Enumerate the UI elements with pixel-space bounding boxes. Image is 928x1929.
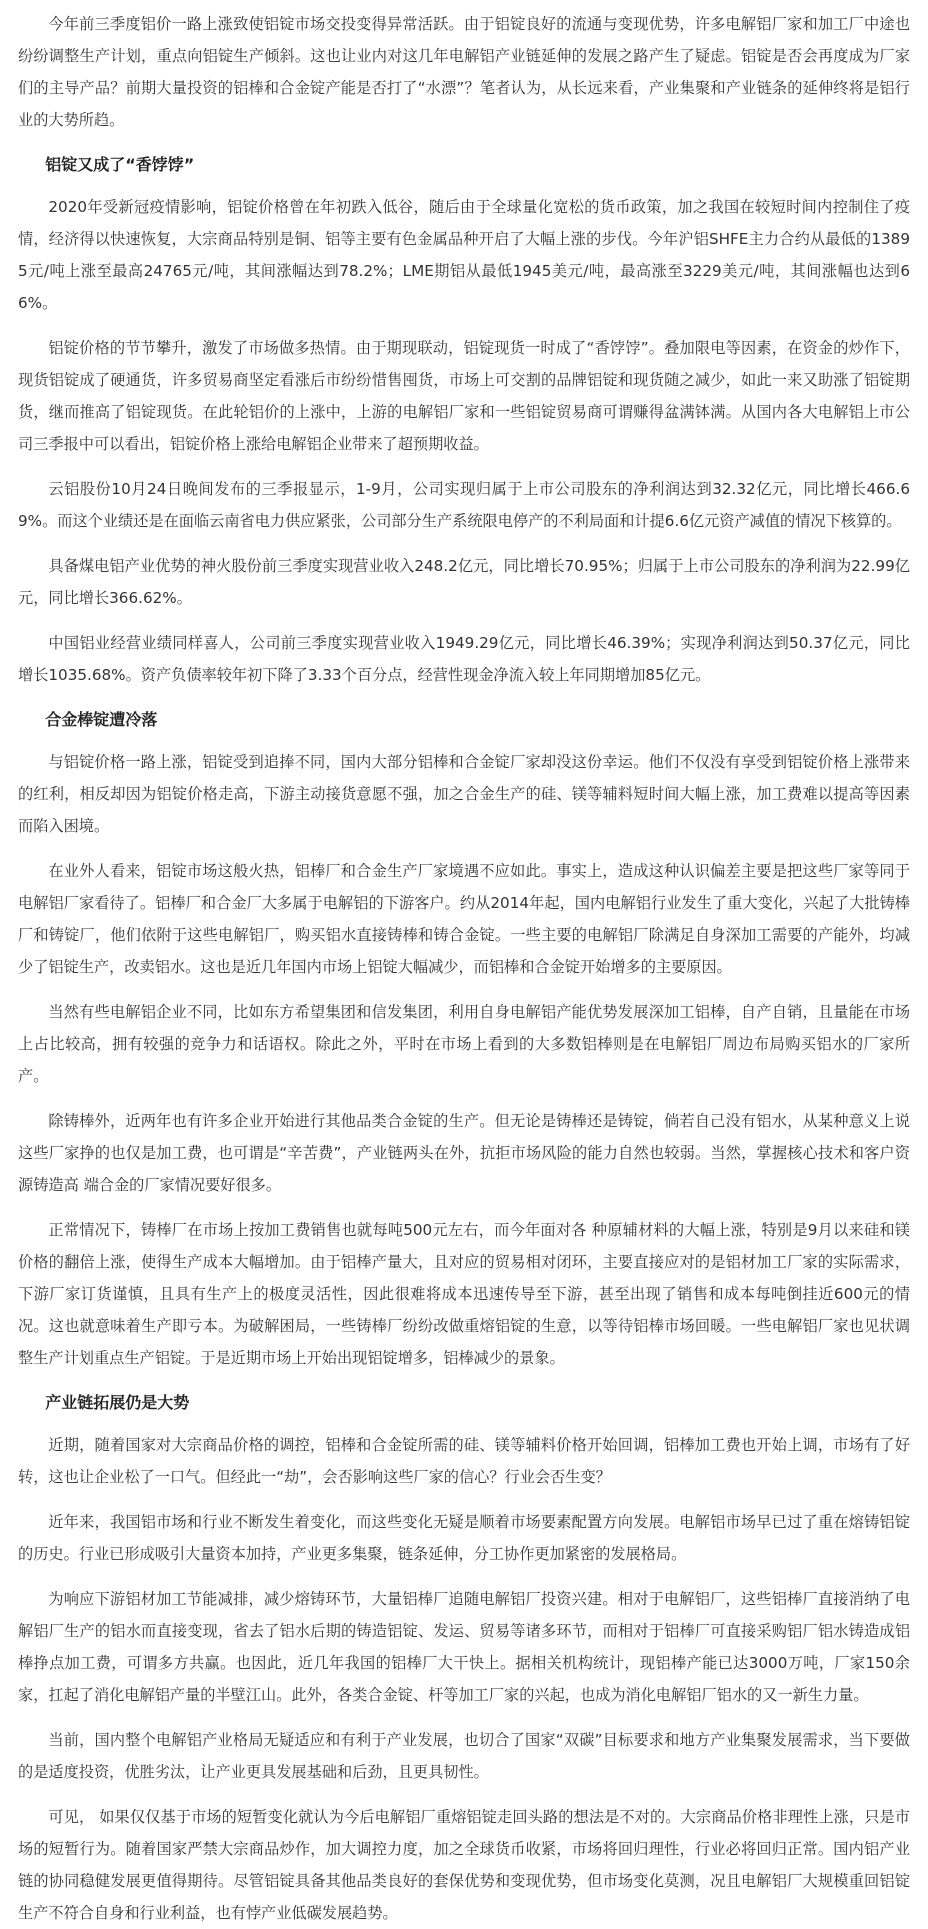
article-paragraph: 铝锭价格的节节攀升，激发了市场做多热情。由于期现联动，铝锭现货一时成了“香饽饽”。叠加限电等因素，在资金的炒作下，现货铝锭成了硬通货，许多贸易商坚定看涨后市纷纷惜售囤货，市场上可交割的品牌铝锭和现货随之减少，如此一来又助涨了铝锭期货，继而推高了铝锭现货。在此轮铝价的上涨中，上游的电解铝厂家和一些铝锭贸易商可谓赚得盆满钵满。从国内各大电解铝上市公司三季报中可以看出，铝锭价格上涨给电解铝企业带来了超预期收益。 xyxy=(18,339,910,453)
article-paragraph: 与铝锭价格一路上涨，铝锭受到追捧不同，国内大部分铝棒和合金锭厂家却没这份幸运。他们不仅没有享受到铝锭价格上涨带来的红利，相反却因为铝锭价格走高，下游主动接货意愿不强，加之合金生产的硅、镁等辅料短时间大幅上涨，加工费难以提高等因素而陷入困境。 xyxy=(18,753,910,835)
article-paragraph: 为响应下游铝材加工节能减排，减少熔铸环节，大量铝棒厂追随电解铝厂投资兴建。相对于电解铝厂，这些铝棒厂直接消纳了电解铝厂生产的铝水而直接变现，省去了铝水后期的铸造铝锭、发运、贸易等诸多环节，而相对于铝棒厂可直接采购铝厂铝水铸造成铝棒挣点加工费，可谓多方共赢。也因此，近几年我国的铝棒厂大干快上。据相关机构统计，现铝棒产能已达3000万吨，厂家150余家，扛起了消化电解铝产量的半壁江山。此外，各类合金锭、杆等加工厂家的兴起，也成为消化电解铝厂铝水的又一新生力量。 xyxy=(18,1590,910,1704)
article-paragraph: 今年前三季度铝价一路上涨致使铝锭市场交投变得异常活跃。由于铝锭良好的流通与变现优势，许多电解铝厂家和加工厂中途也纷纷调整生产计划，重点向铝锭生产倾斜。这也让业内对这几年电解铝产业链延伸的发展之路产生了疑虑。铝锭是否会再度成为厂家们的主导产品？前期大量投资的铝棒和合金锭产能是否打了“水漂”？笔者认为，从长远来看，产业集聚和产业链条的延伸终将是铝行业的大势所趋。 xyxy=(18,15,910,129)
section-heading: 产业链拓展仍是大势 xyxy=(45,1393,190,1412)
article-paragraph: 云铝股份10月24日晚间发布的三季报显示，1-9月，公司实现归属于上市公司股东的净利润达到32.32亿元，同比增长466.69%。而这个业绩还是在面临云南省电力供应紧张，公司部分生产系统限电停产的不利局面和计提6.6亿元资产减值的情况下核算的。 xyxy=(18,480,910,530)
article-paragraph: 当然有些电解铝企业不同，比如东方希望集团和信发集团，利用自身电解铝产能优势发展深加工铝棒，自产自销，且量能在市场上占比较高，拥有较强的竞争力和话语权。除此之外，平时在市场上看到的大多数铝棒则是在电解铝厂周边布局购买铝水的厂家所产。 xyxy=(18,1003,910,1085)
article-paragraph: 近年来，我国铝市场和行业不断发生着变化，而这些变化无疑是顺着市场要素配置方向发展。电解铝市场早已过了重在熔铸铝锭的历史。行业已形成吸引大量资本加持，产业更多集聚，链条延伸，分工协作更加紧密的发展格局。 xyxy=(18,1513,910,1563)
article-paragraph: 当前，国内整个电解铝产业格局无疑适应和有利于产业发展，也切合了国家“双碳”目标要求和地方产业集聚发展需求，当下要做的是适度投资，优胜劣汰，让产业更具发展基础和后劲，且更具韧性。 xyxy=(18,1731,910,1781)
article-paragraph: 正常情况下，铸棒厂在市场上按加工费销售也就每吨500元左右，而今年面对各 种原辅材料的大幅上涨，特别是9月以来硅和镁价格的翻倍上涨，使得生产成本大幅增加。由于铝棒产量大，且对应的贸易相对闭环，主要直接应对的是铝材加工厂家的实际需求，下游厂家订货谨慎，且具有生产上的极度灵活性，因此很难将成本迅速传导至下游，甚至出现了销售和成本每吨倒挂近600元的情况。这也就意味着生产即亏本。为破解困局，一些铸棒厂纷纷改做重熔铝锭的生意，以等待铝棒市场回暖。一些电解铝厂家也见状调整生产计划重点生产铝锭。于是近期市场上开始出现铝锭增多，铝棒减少的景象。 xyxy=(18,1221,910,1367)
article-paragraph: 除铸棒外，近两年也有许多企业开始进行其他品类合金锭的生产。但无论是铸棒还是铸锭，倘若自己没有铝水，从某种意义上说这些厂家挣的也仅是加工费，也可谓是“辛苦费”，产业链两头在外，抗拒市场风险的能力自然也较弱。当然，掌握核心技术和客户资源铸造高 端合金的厂家情况要好很多。 xyxy=(18,1112,910,1194)
article-paragraph: 2020年受新冠疫情影响，铝锭价格曾在年初跌入低谷，随后由于全球量化宽松的货币政策，加之我国在较短时间内控制住了疫情，经济得以快速恢复，大宗商品特别是铜、铝等主要有色金属品种开启了大幅上涨的步伐。今年沪铝SHFE主力合约从最低的13895元/吨上涨至最高24765元/吨，其间涨幅达到78.2%；LME期铝从最低1945美元/吨，最高涨至3229美元/吨，其间涨幅也达到66%。 xyxy=(18,198,910,312)
section-heading: 合金棒锭遭冷落 xyxy=(45,710,158,729)
section-heading: 铝锭又成了“香饽饽” xyxy=(45,155,195,174)
article-paragraph: 近期，随着国家对大宗商品价格的调控，铝棒和合金锭所需的硅、镁等辅料价格开始回调，铝棒加工费也开始上调，市场有了好转，这也让企业松了一口气。但经此一“劫”，会否影响这些厂家的信心？行业会否生变？ xyxy=(18,1436,910,1486)
article-paragraph: 可见， 如果仅仅基于市场的短暂变化就认为今后电解铝厂重熔铝锭走回头路的想法是不对的。大宗商品价格非理性上涨，只是市场的短暂行为。随着国家严禁大宗商品炒作，加大调控力度，加之全球货币收紧，市场将回归理性，行业必将回归正常。国内铝产业链的协同稳健发展更值得期待。尽管铝锭具备其他品类良好的套保优势和变现优势，但市场变化莫测，况且电解铝厂大规模重回铝锭生产不符合自身和行业利益，也有悖产业低碳发展趋势。 xyxy=(18,1808,910,1922)
article-paragraph: 具备煤电铝产业优势的神火股份前三季度实现营业收入248.2亿元，同比增长70.95%；归属于上市公司股东的净利润为22.99亿元，同比增长366.62%。 xyxy=(18,557,910,607)
article-paragraph: 在业外人看来，铝锭市场这般火热，铝棒厂和合金生产厂家境遇不应如此。事实上，造成这种认识偏差主要是把这些厂家等同于电解铝厂家看待了。铝棒厂和合金厂大多属于电解铝的下游客户。约从2014年起，国内电解铝行业发生了重大变化，兴起了大批铸棒厂和铸锭厂，他们依附于这些电解铝厂，购买铝水直接铸棒和铸合金锭。一些主要的电解铝厂除满足自身深加工需要的产能外，均减少了铝锭生产，改卖铝水。这也是近几年国内市场上铝锭大幅减少，而铝棒和合金锭开始增多的主要原因。 xyxy=(18,862,910,976)
article-paragraph: 中国铝业经营业绩同样喜人，公司前三季度实现营业收入1949.29亿元，同比增长46.39%；实现净利润达到50.37亿元，同比增长1035.68%。资产负债率较年初下降了3.33个百分点，经营性现金净流入较上年同期增加85亿元。 xyxy=(18,634,910,684)
